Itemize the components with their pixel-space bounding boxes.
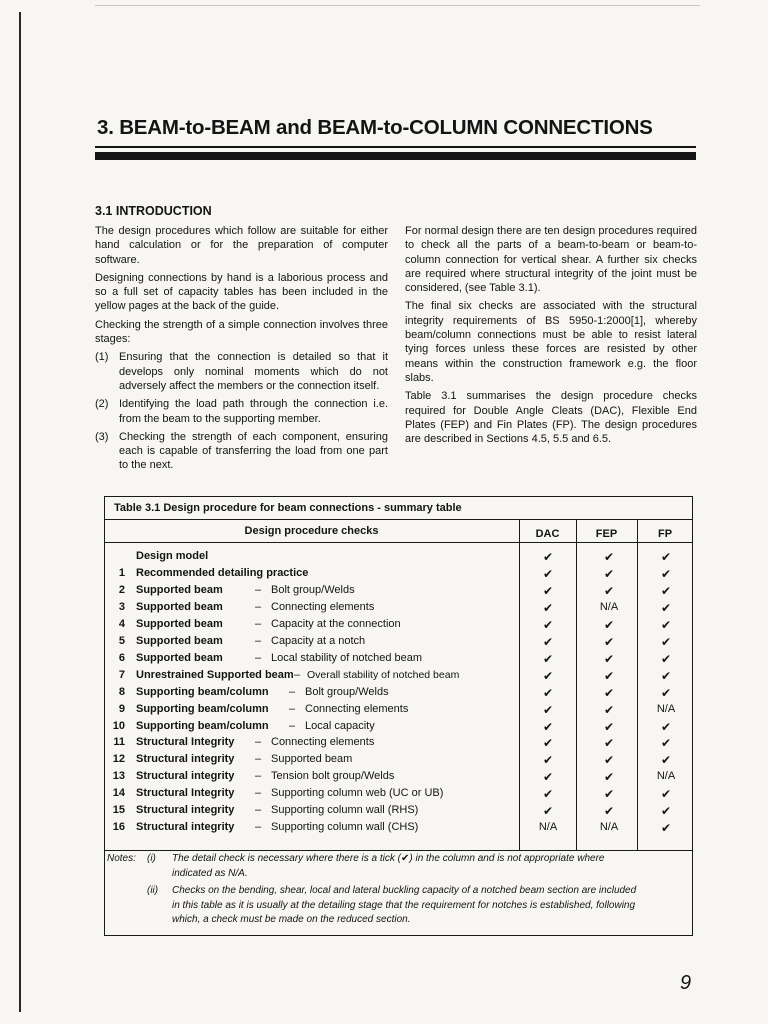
paragraph: Designing connections by hand is a laborious process and so a full set of capacity tables has been included in the yellow pages at the back of the guide.	[95, 271, 388, 313]
cell-dac: ✔	[542, 550, 554, 564]
row-category: Supporting beam/column	[136, 685, 269, 698]
row-check-item: Supporting column wall (CHS)	[271, 821, 419, 834]
row-number: 14	[112, 787, 125, 800]
page-number: 9	[680, 972, 692, 994]
row-check-item: Bolt group/Welds	[305, 685, 389, 698]
cell-dac: ✔	[542, 651, 554, 666]
header-design-checks: Design procedure checks	[244, 525, 379, 537]
row-number: 4	[118, 617, 125, 630]
right-column	[405, 224, 697, 450]
table-row	[104, 804, 693, 821]
cell-fep: ✔	[603, 702, 615, 717]
cell-dac: ✔	[542, 566, 554, 581]
table-notes-rule	[104, 850, 693, 851]
cell-dac: ✔	[542, 719, 554, 734]
list-item-text: Ensuring that the connection is detailed so that it develops only nominal moments which do not adversely affect the members or the connection itself.	[119, 351, 388, 392]
title-rule-thick	[95, 152, 696, 160]
paragraph: For normal design there are ten design procedures required to check all the parts of a beam-to-beam or beam-to-column connection for vertical shear. A further six checks are required where structural integrity of the joint must be considered, (see Table 3.1).	[405, 225, 697, 295]
cell-fep: ✔	[603, 736, 615, 751]
cell-dac: N/A	[538, 821, 558, 834]
list-item-number: (2)	[95, 398, 109, 411]
cell-fep: ✔	[603, 668, 615, 683]
cell-fp: ✔	[660, 634, 672, 649]
title-rule-thin	[95, 146, 696, 148]
row-dash: –	[289, 702, 296, 715]
cell-fep: ✔	[603, 634, 615, 649]
row-category: Supported beam	[136, 617, 223, 630]
cell-fp: ✔	[660, 600, 672, 615]
list-item-text: Identifying the load path through the connection i.e. from the beam to the supporting member.	[119, 398, 388, 425]
row-number: 1	[118, 566, 125, 579]
row-category: Structural integrity	[136, 804, 235, 817]
table-row	[104, 584, 693, 601]
row-number: 11	[113, 736, 125, 749]
table-row	[104, 703, 693, 720]
cell-fp: ✔	[660, 566, 672, 581]
cell-fep: ✔	[603, 804, 615, 819]
cell-fp: N/A	[656, 702, 676, 715]
row-category: Supported beam	[136, 651, 223, 664]
cell-fp: ✔	[660, 617, 672, 632]
cell-fep: ✔	[603, 651, 615, 666]
cell-fp: ✔	[660, 753, 672, 768]
cell-fp: N/A	[656, 770, 676, 783]
table-row	[104, 787, 693, 804]
row-dash: –	[255, 753, 262, 766]
cell-fp: ✔	[660, 651, 672, 666]
cell-fep: N/A	[599, 821, 619, 834]
cell-fp: ✔	[660, 736, 672, 751]
table-row	[104, 753, 693, 770]
row-number: 15	[112, 804, 125, 817]
row-check-item: Bolt group/Welds	[271, 583, 355, 596]
binding-edge-line	[19, 12, 21, 1012]
row-dash: –	[255, 583, 262, 596]
notes-label: Notes:	[107, 853, 136, 864]
row-check-item: Supporting column web (UC or UB)	[271, 787, 444, 800]
cell-fep: N/A	[599, 600, 619, 613]
cell-fp: ✔	[660, 804, 672, 819]
cell-fep: ✔	[603, 753, 615, 768]
table-caption: Table 3.1 Design procedure for beam connections - summary table	[114, 502, 462, 514]
cell-dac: ✔	[542, 600, 554, 615]
row-number: 5	[118, 634, 125, 647]
row-dash: –	[255, 600, 262, 613]
cell-fep: ✔	[603, 685, 615, 700]
note-ii-label: (ii)	[147, 885, 159, 896]
row-check-item: Local stability of notched beam	[271, 651, 423, 664]
cell-fep: ✔	[603, 719, 615, 734]
row-dash: –	[294, 668, 301, 681]
row-category: Supported beam	[136, 583, 223, 596]
row-dash: –	[255, 736, 262, 749]
row-category: Recommended detailing practice	[136, 566, 309, 579]
cell-fep: ✔	[603, 566, 615, 581]
note-i-line: The detail check is necessary where there is a tick (✔) in the column and is not appropriate where	[172, 853, 605, 864]
row-number: 2	[118, 583, 125, 596]
row-number: 6	[118, 651, 125, 664]
list-item	[95, 397, 388, 426]
table-row	[104, 618, 693, 635]
note-i-cont	[107, 867, 687, 882]
row-dash: –	[255, 821, 262, 834]
cell-dac: ✔	[542, 736, 554, 751]
chapter-title: 3. BEAM-to-BEAM and BEAM-to-COLUMN CONNECTIONS	[97, 116, 653, 139]
row-dash: –	[255, 617, 262, 630]
row-check-item: Supported beam	[271, 753, 353, 766]
stages-list	[95, 350, 388, 472]
note-ii-line: Checks on the bending, shear, local and lateral buckling capacity of a notched beam section are included	[172, 885, 637, 896]
table-row	[104, 550, 693, 567]
header-dac: DAC	[535, 528, 560, 540]
cell-fp: ✔	[660, 550, 672, 564]
cell-dac: ✔	[542, 804, 554, 819]
note-ii-line: in this table as it is usually at the detailing stage that the requirement for notches is established, following	[172, 899, 636, 911]
cell-fep: ✔	[603, 617, 615, 632]
list-item	[95, 350, 388, 393]
row-number: 16	[112, 821, 125, 834]
cell-dac: ✔	[542, 668, 554, 683]
cell-dac: ✔	[542, 753, 554, 768]
cell-dac: ✔	[542, 634, 554, 649]
row-number: 3	[118, 600, 125, 613]
table-row	[104, 601, 693, 618]
table-row	[104, 821, 693, 838]
paragraph: The final six checks are associated with the structural integrity requirements of BS 5950-1:2000[1], whereby beam/column connections must be able to resist lateral tying forces unless these forces are resisted by other means within the construction framework e.g. the floor slabs.	[405, 300, 697, 384]
row-category: Supported beam	[136, 634, 223, 647]
section-heading: 3.1 INTRODUCTION	[95, 204, 212, 218]
row-number: 13	[112, 770, 125, 783]
table-row	[104, 652, 693, 669]
row-category: Supporting beam/column	[136, 702, 269, 715]
note-i-label: (i)	[147, 853, 156, 864]
row-number: 10	[112, 719, 125, 732]
table-row	[104, 736, 693, 753]
cell-fp: ✔	[660, 787, 672, 802]
cell-fp: ✔	[660, 668, 672, 683]
table-row	[104, 770, 693, 787]
row-check-item: Capacity at the connection	[271, 617, 401, 630]
row-check-item: Capacity at a notch	[271, 634, 366, 647]
row-category: Supported beam	[136, 600, 223, 613]
cell-dac: ✔	[542, 617, 554, 632]
row-check-item: Connecting elements	[271, 600, 375, 613]
cell-fp: ✔	[660, 821, 672, 836]
cell-fep: ✔	[603, 787, 615, 802]
table-notes	[107, 852, 687, 928]
list-item-number: (1)	[95, 351, 109, 364]
cell-fep: ✔	[603, 770, 615, 785]
list-item-text: Checking the strength of each component, ensuring each is capable of transferring the load from one part to the next.	[119, 430, 388, 472]
row-check-item: Supporting column wall (RHS)	[271, 804, 419, 817]
row-category: Unrestrained Supported beam	[136, 668, 294, 681]
header-fp: FP	[657, 528, 673, 540]
row-number: 7	[118, 668, 125, 681]
row-check-item: Overall stability of notched beam	[307, 668, 460, 681]
row-dash: –	[255, 634, 262, 647]
cell-dac: ✔	[542, 787, 554, 802]
table-row	[104, 669, 693, 686]
cell-fp: ✔	[660, 685, 672, 700]
row-category: Design model	[136, 550, 209, 562]
row-dash: –	[289, 719, 296, 732]
left-column	[95, 224, 388, 477]
header-fep: FEP	[595, 528, 618, 540]
paragraph: The design procedures which follow are suitable for either hand calculation or for the preparation of computer software.	[95, 225, 388, 266]
cell-dac: ✔	[542, 685, 554, 700]
row-dash: –	[289, 685, 296, 698]
table-header-rule	[104, 542, 693, 543]
row-check-item: Tension bolt group/Welds	[271, 770, 395, 783]
table-row	[104, 686, 693, 703]
row-check-item: Connecting elements	[305, 702, 409, 715]
note-ii-cont	[107, 899, 687, 914]
row-category: Structural Integrity	[136, 787, 235, 800]
row-check-item: Local capacity	[305, 719, 375, 732]
row-category: Structural integrity	[136, 770, 235, 783]
table-row	[104, 720, 693, 737]
row-category: Supporting beam/column	[136, 719, 269, 732]
row-category: Structural integrity	[136, 821, 235, 834]
list-item-number: (3)	[95, 430, 109, 443]
row-dash: –	[255, 651, 262, 664]
cell-fep: ✔	[603, 550, 615, 564]
row-number: 8	[118, 685, 125, 698]
note-i-line: indicated as N/A.	[172, 867, 248, 879]
cell-fp: ✔	[660, 583, 672, 598]
note-ii-cont	[107, 913, 687, 928]
cell-dac: ✔	[542, 702, 554, 717]
table-row	[104, 567, 693, 584]
paragraph: Table 3.1 summarises the design procedure checks required for Double Angle Cleats (DAC), Flexible End Plates (FEP) and Fin Plates (FP). The design procedures are described in Sections 4.5, 5.5 and 6.5.	[405, 390, 697, 446]
row-check-item: Connecting elements	[271, 736, 375, 749]
row-number: 12	[112, 753, 125, 766]
list-item	[95, 430, 388, 473]
note-ii-line: which, a check must be made on the reduced section.	[172, 914, 411, 925]
row-number: 9	[118, 702, 125, 715]
row-dash: –	[255, 804, 262, 817]
row-category: Structural integrity	[136, 753, 235, 766]
top-edge-rule	[95, 5, 700, 6]
note-i	[107, 852, 687, 867]
note-ii	[107, 884, 687, 899]
table-caption-rule	[104, 519, 693, 520]
row-category: Structural Integrity	[136, 736, 235, 749]
paragraph: Checking the strength of a simple connection involves three stages:	[95, 318, 388, 346]
table-row	[104, 635, 693, 652]
cell-dac: ✔	[542, 583, 554, 598]
cell-dac: ✔	[542, 770, 554, 785]
row-dash: –	[255, 770, 262, 783]
cell-fp: ✔	[660, 719, 672, 734]
row-dash: –	[255, 787, 262, 800]
cell-fep: ✔	[603, 583, 615, 598]
